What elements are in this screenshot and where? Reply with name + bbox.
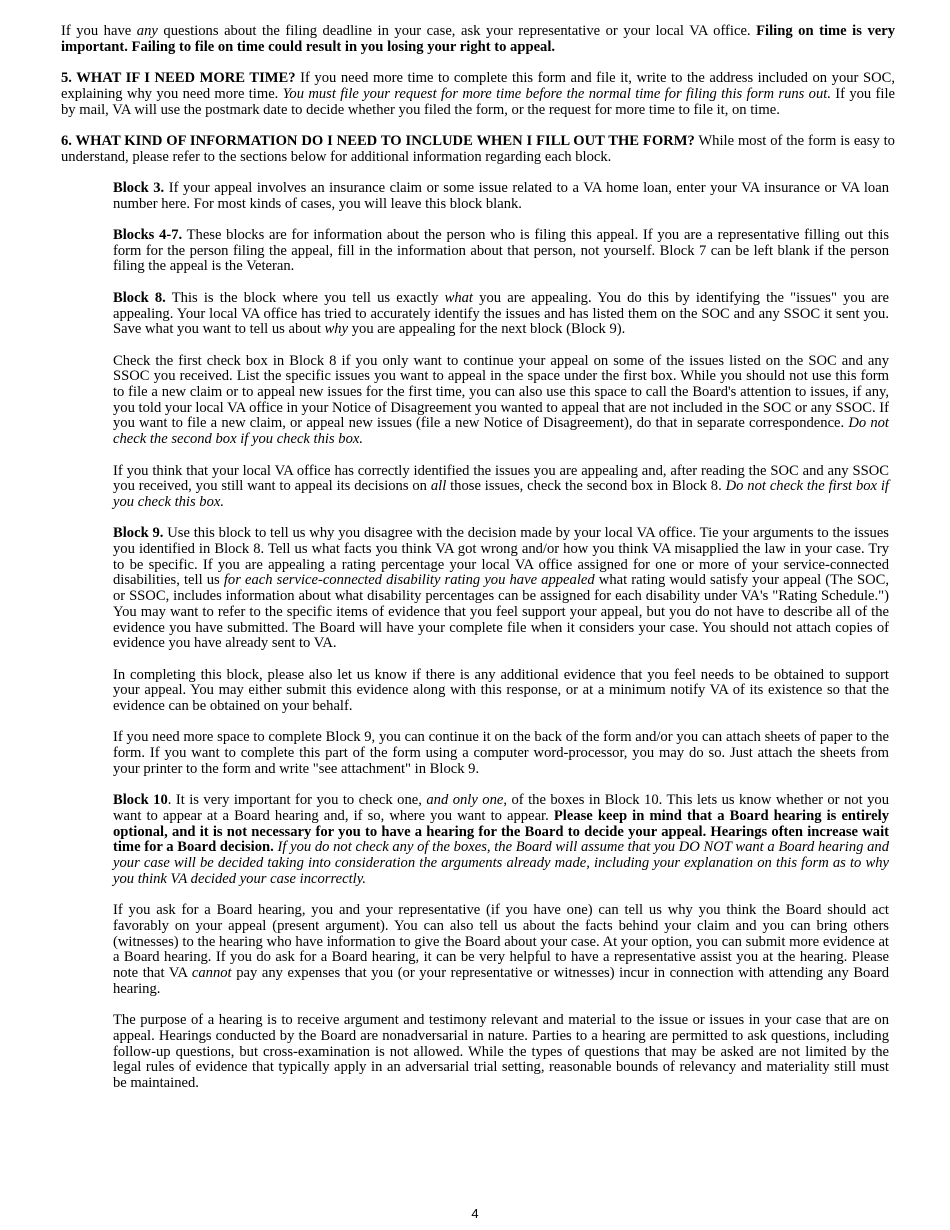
- block-8-second-box-note: Do not check the first box if you check this box.: [113, 478, 889, 510]
- page-number: 4: [471, 1206, 479, 1221]
- block-8-paragraph: [113, 291, 889, 338]
- block-10-italic-note: If you do not check any of the boxes, the Board will assume that you DO NOT want a Board hearing and your case will be decided taking into consideration the arguments already made, including your explanation on this form as to why you think VA decided your case incorrectly.: [113, 839, 889, 887]
- block-10-bold-note: Please keep in mind that a Board hearing is entirely optional, and it is not necessary for you to have a hearing for the Board to decide your appeal. Hearings often increase wait time for a Board decision.: [113, 807, 889, 856]
- intro-emphasis: any: [136, 23, 158, 39]
- block-9-paragraph: [113, 526, 889, 652]
- block-9-evidence-paragraph: [113, 668, 889, 715]
- block-10-purpose-text: The purpose of a hearing is to receive argument and testimony relevant and material to the issue or issues in your case that are on appeal. Hearings conducted by the Board are nonadversarial in nature. Parties to a hearing are permitted to ask questions, including follow-up questions, but cross-examination is not allowed. While the types of questions that may be asked are not limited by the legal rules of evidence that typically apply in an adversarial trial setting, reasonable bounds of relevancy and materiality still must be maintained.: [113, 1012, 889, 1091]
- block-10-text: . It is very important for you to check one,: [167, 792, 427, 809]
- section-5-text: If you need more time to complete this form and file it, write to the address included on your SOC, explaining why you need more time.: [61, 70, 896, 102]
- block-9-evidence-text: In completing this block, please also let us know if there is any additional evidence that you feel needs to be obtained to support your appeal. You may either submit this evidence along with this response, or at a minimum notify VA of its existence so that the evidence can be obtained on your behalf.: [113, 666, 889, 715]
- block-10-purpose-paragraph: [113, 1013, 889, 1092]
- block-3-text: If your appeal involves an insurance claim or some issue related to a VA home loan, enter your VA insurance or VA loan number here. For most kinds of cases, you will leave this block blank.: [113, 179, 889, 212]
- blocks-4-7-label: Blocks 4-7.: [113, 227, 183, 244]
- block-8-first-box-note: Do not check the second box if you check this box.: [113, 415, 889, 448]
- block-10-hearing-emphasis: cannot: [191, 965, 232, 981]
- block-3-paragraph: [113, 181, 889, 212]
- intro-paragraph: [61, 24, 895, 55]
- block-9-space-paragraph: [113, 730, 889, 777]
- block-9-text: Use this block to tell us why you disagree with the decision made by your local VA office. Tie your arguments to the issues you identified in Block 8. Tell us what facts you think VA got wrong and/or how you think VA misapplied the law in your case. Try to be specific. If you are appealing a rating percentage your local VA office assigned for one or more of your service-connected disabilities, tell us: [113, 525, 889, 589]
- document-page: [61, 24, 895, 1107]
- section-6-text: While most of the form is easy to understand, please refer to the sections below for additional information regarding each block.: [61, 132, 895, 165]
- intro-bold-warning: Filing on time is very important. Failing to file on time could result in you losing your right to appeal.: [61, 23, 896, 55]
- blocks-4-7-paragraph: [113, 228, 889, 275]
- block-8-first-box-text: Check the first check box in Block 8 if you only want to continue your appeal on some of the issues listed on the SOC and any SSOC you received. List the specific issues you want to appeal in the space under the first box. While you should not use this form to file a new claim or to appeal new issues for the first time, you can also use this space to call the Board's attention to issues, if any, you told your local VA office in your Notice of Disagreement you wanted to appeal that are not included in the SOC or any SSOC. If you want to file a new claim, or appeal new issues (file a new Notice of Disagreement), do that in separate correspondence.: [113, 352, 889, 432]
- block-9-space-text: If you need more space to complete Block 9, you can continue it on the back of the form and/or you can attach sheets of paper to the form. If you want to complete this part of the form using a computer word-processor, you may do so. Just attach the sheets from your printer to the form and write "see attachment" in Block 9.: [113, 729, 889, 777]
- block-9-text: what rating would satisfy your appeal (The SOC, or SSOC, includes information about what disability percentages can be assigned for each disability under VA's "Rating Schedule.") You may want to refer to the specific items of evidence that you feel support your appeal, but you do not have to describe all of the evidence you have submitted. The Board will have your complete file when it considers your case. You should not attach copies of evidence you have already sent to VA.: [113, 572, 889, 652]
- block-9-label: Block 9.: [113, 525, 164, 542]
- block-10-hearing-text: If you ask for a Board hearing, you and your representative (if you have one) can tell us why you think the Board should act favorably on your appeal (present argument). You can also tell us about the facts behind your claim and you can bring others (witnesses) to the hearing who have information to give the Board about your case. At your option, you can submit more evidence at a Board hearing. If you do ask for a Board hearing, it can be very helpful to have a representative assist you at the hearing. Please note that VA: [113, 902, 889, 981]
- section-6-paragraph: [61, 134, 895, 165]
- intro-text: questions about the filing deadline in your case, ask your representative or your local VA office.: [157, 23, 757, 39]
- section-5-text: If you file by mail, VA will use the postmark date to decide whether you filed the form, or the request for more time to file it, on time.: [61, 85, 895, 118]
- intro-text: If you have: [61, 23, 137, 39]
- section-5-emphasis: You must file your request for more time before the normal time for filing this form runs out.: [282, 85, 831, 102]
- block-8-text: This is the block where you tell us exactly: [165, 289, 445, 306]
- block-8-emphasis: what: [444, 289, 473, 306]
- block-8-label: Block 8.: [113, 289, 166, 306]
- block-9-emphasis: for each service-connected disability rating you have appealed: [223, 572, 595, 589]
- section-5-paragraph: [61, 71, 895, 118]
- block-8-second-box-emphasis: all: [430, 478, 447, 495]
- block-8-text: you are appealing. You do this by identifying the "issues" you are appealing. Your local VA office has tried to accurately identify the issues and has listed them on the SOC and any SSOC it sent you. Save what you want to tell us about: [113, 289, 889, 338]
- block-10-text: , of the boxes in Block 10. This lets us know whether or not you want to appear at a Board hearing and, if so, where you want to appear.: [113, 792, 890, 824]
- block-10-emphasis: and only one: [426, 792, 504, 809]
- block-8-emphasis: why: [324, 321, 349, 338]
- block-3-label: Block 3.: [113, 179, 165, 196]
- block-8-second-box-text: If you think that your local VA office has correctly identified the issues you are appealing and, after reading the SOC and any SSOC you received, you still want to appeal its decisions on: [113, 462, 889, 495]
- block-8-text: you are appealing for the next block (Block 9).: [348, 321, 626, 338]
- section-5-heading: 5. WHAT IF I NEED MORE TIME?: [61, 70, 296, 87]
- block-10-label: Block 10: [113, 792, 168, 809]
- block-8-second-box-paragraph: [113, 464, 889, 511]
- section-6-heading: 6. WHAT KIND OF INFORMATION DO I NEED TO INCLUDE WHEN I FILL OUT THE FORM?: [61, 132, 695, 149]
- block-8-first-box-paragraph: [113, 354, 889, 448]
- block-10-hearing-text: pay any expenses that you (or your representative or witnesses) incur in connection with attending any Board hearing.: [113, 965, 889, 997]
- block-8-second-box-text: those issues, check the second box in Block 8.: [446, 478, 726, 495]
- block-10-hearing-paragraph: [113, 903, 889, 997]
- blocks-4-7-text: These blocks are for information about the person who is filing this appeal. If you are a representative filling out this form for the person filing the appeal, fill in the information about that person, not yourself. Block 7 can be left blank if the person filing the appeal is the Veteran.: [113, 227, 890, 275]
- block-10-paragraph: [113, 793, 889, 887]
